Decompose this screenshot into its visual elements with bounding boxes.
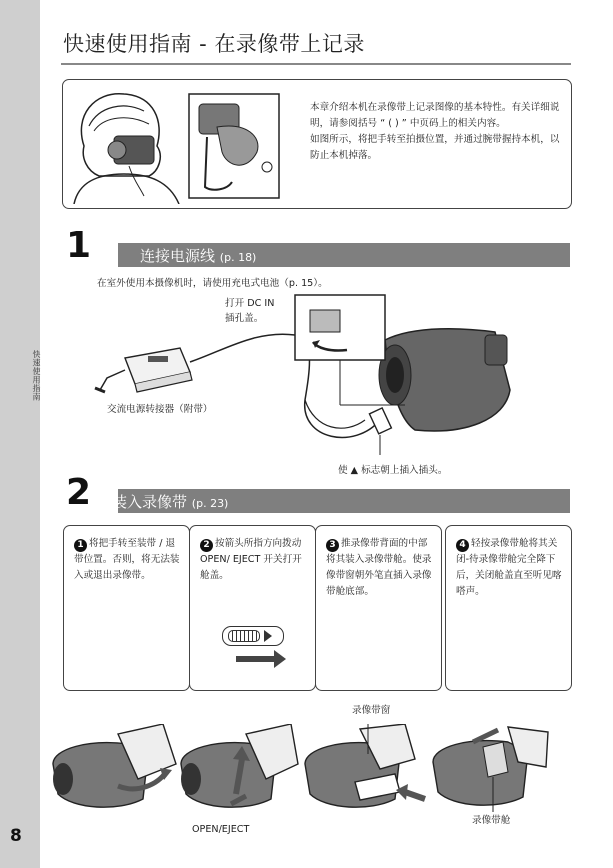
step-2-ref: (p. 23) [191, 497, 229, 510]
card-4-text: 轻按录像带舱将其关闭-待录像带舱完全降下后，关闭舱盖直至听见喀嗒声。 [456, 538, 562, 597]
open-eject-switch-icon [222, 626, 284, 646]
step-1-note: 在室外使用本摄像机时，请使用充电式电池（p. 15）。 [97, 278, 328, 289]
card-step-2 [189, 525, 316, 691]
card-3-text: 推录像带背面的中部将其装入录像带舱。使录像带窗朝外笔直插入录像带舱底部。 [326, 538, 432, 597]
card-step-4 [445, 525, 572, 691]
step-1-title [140, 245, 256, 266]
step-1-number: 1 [66, 225, 92, 266]
page-title: 快速使用指南 - 在录像带上记录 [63, 32, 365, 56]
label-cassette-window: 录像带窗 [352, 705, 391, 716]
step-1-title-text: 连接电源线 [140, 247, 216, 265]
intro-paragraph-1: 本章介绍本机在录像带上记录图像的基本特性。有关详细说明，请参阅括号 “ ( ) ” 中页码上的相关内容。 [310, 102, 560, 129]
step-2-title [112, 491, 228, 512]
camera-illustration-4 [428, 722, 553, 817]
camera-illustration-2 [176, 724, 301, 816]
callout-dc-in-line1: 打开 DC IN [225, 298, 275, 309]
card-2-badge: 2 [200, 539, 213, 552]
card-1-text: 将把手转至装带 / 退带位置。否则，将无法装入或退出录像带。 [74, 538, 180, 581]
sidebar-strip [0, 0, 40, 868]
person-filming-illustration [69, 86, 184, 204]
power-connection-illustration [85, 290, 565, 455]
callout-ac-adapter: 交流电源转接器（附带） [107, 404, 213, 415]
camera-illustration-1 [48, 724, 178, 816]
step-2-number: 2 [66, 472, 92, 513]
card-1-badge: 1 [74, 539, 87, 552]
step-2-title-text: 装入录像带 [112, 493, 188, 511]
card-step-1 [63, 525, 190, 691]
callout-dc-in-line2: 插孔盖。 [225, 313, 264, 324]
title-rule [61, 63, 571, 65]
step-1-ref: (p. 18) [219, 251, 257, 264]
callout-plug: 使 ▲ 标志朝上插入插头。 [338, 465, 448, 476]
wrist-strap-illustration [187, 92, 282, 202]
intro-box [62, 79, 572, 209]
sidebar-label: 快速使用指南 [32, 350, 41, 401]
card-4-badge: 4 [456, 539, 469, 552]
label-open-eject: OPEN/EJECT [192, 824, 250, 835]
page-number: 8 [10, 826, 22, 846]
camera-illustration-3 [300, 724, 430, 816]
card-step-3 [315, 525, 442, 691]
arrow-right-icon [236, 656, 276, 662]
intro-paragraph-2: 如图所示，将把手转至拍摄位置，并通过腕带握持本机，以防止本机掉落。 [310, 134, 560, 161]
card-3-badge: 3 [326, 539, 339, 552]
label-cassette-compartment: 录像带舱 [472, 815, 511, 826]
card-2-text: 按箭头所指方向拨动 OPEN/ EJECT 开关打开舱盖。 [200, 538, 302, 581]
